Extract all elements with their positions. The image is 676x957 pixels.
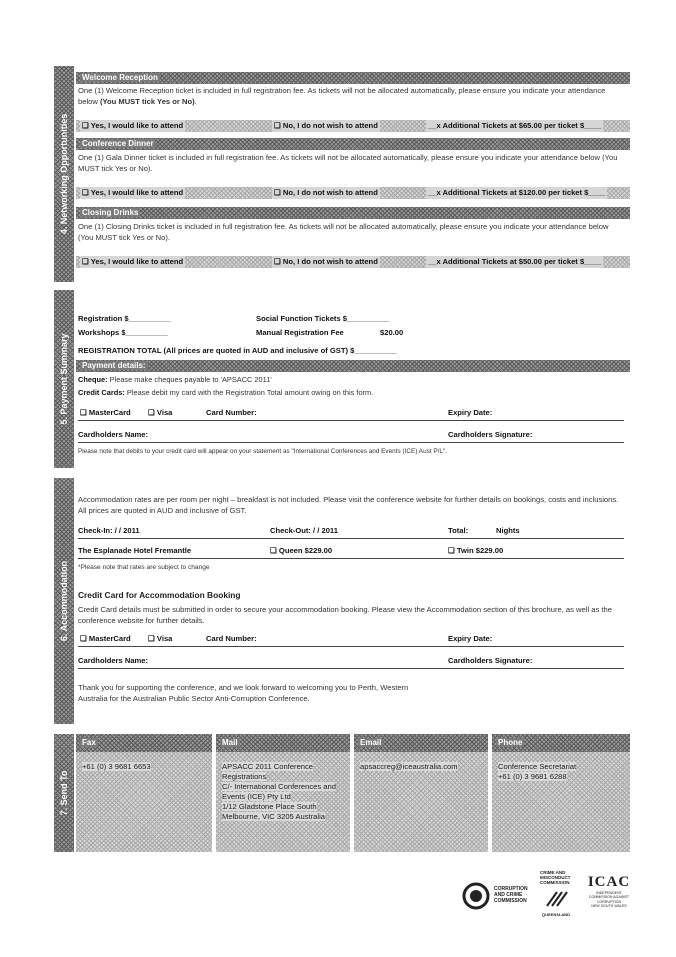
cc-accommodation-title: Credit Card for Accommodation Booking	[78, 590, 241, 600]
payment-rule-2	[78, 442, 624, 443]
mail-line-1: APSACC 2011 Conference Registrations	[222, 762, 314, 781]
manual-fee-label: Manual Registration Fee	[256, 328, 344, 337]
closing-title: Closing Drinks	[82, 208, 139, 217]
mail-cell	[216, 734, 350, 852]
mail-title: Mail	[222, 738, 238, 747]
cmc-emblem-icon	[543, 888, 573, 910]
registration-total-field[interactable]: REGISTRATION TOTAL (All prices are quoted in AUD and inclusive of GST) $__________	[78, 346, 397, 355]
payment-expiry-field[interactable]: Expiry Date:	[448, 408, 493, 417]
gala-no-checkbox[interactable]: ❑ No, I do not wish to attend	[274, 188, 378, 197]
accom-mastercard-checkbox[interactable]: ❑ MasterCard	[80, 634, 131, 643]
email-body	[354, 754, 488, 852]
networking-body	[76, 66, 630, 282]
cmc-logo	[540, 870, 576, 920]
accommodation-section	[54, 478, 630, 724]
cmc-logo-subtext: QUEENSLAND	[542, 912, 571, 917]
gala-options	[76, 187, 630, 199]
cmc-logo-text: CRIME AND MISCONDUCT COMMISSION	[540, 870, 571, 885]
phone-cell	[492, 734, 630, 852]
welcome-text: One (1) Welcome Reception ticket is included in full registration fee. As tickets will not be allocated automatically, please ensure you indicate your attendance below (You MUST tick Yes or No).	[78, 86, 606, 106]
welcome-yes-checkbox[interactable]: ❑ Yes, I would like to attend	[82, 121, 184, 130]
payment-visa-checkbox[interactable]: ❑ Visa	[148, 408, 173, 417]
gala-text: One (1) Gala Dinner ticket is included in full registration fee. As tickets will not be allocated automatically, please ensure you indicate your attendance below (You MUST tick Yes or No).	[78, 153, 618, 173]
closing-no-checkbox[interactable]: ❑ No, I do not wish to attend	[274, 257, 378, 266]
fax-number: +61 (0) 3 9681 6653	[82, 762, 151, 771]
phone-title: Phone	[498, 738, 523, 747]
accom-cardholder-signature-field[interactable]: Cardholders Signature:	[448, 656, 533, 665]
payment-mastercard-checkbox[interactable]: ❑ MasterCard	[80, 408, 131, 417]
accommodation-rule-1	[78, 538, 624, 539]
accom-cardholder-name-field[interactable]: Cardholders Name:	[78, 656, 149, 665]
nights-field[interactable]: Nights	[496, 526, 520, 535]
checkout-field[interactable]: Check-Out: / / 2011	[270, 526, 338, 535]
payment-side-tab	[54, 290, 74, 468]
twin-room-checkbox[interactable]: ❑ Twin $229.00	[448, 546, 504, 555]
accom-visa-checkbox[interactable]: ❑ Visa	[148, 634, 173, 643]
email-title: Email	[360, 738, 382, 747]
mail-header	[216, 734, 350, 752]
payment-section	[54, 290, 630, 468]
payment-side-label: 5. Payment Summary	[59, 333, 69, 425]
mail-line-2: C/- International Conferences and Events (ICE) Pty Ltd	[222, 782, 336, 801]
phone-line-1: Conference Secretariat	[498, 762, 577, 771]
credit-card-line: Credit Cards: Please debit my card with the Registration Total amount owing on this form.	[78, 388, 374, 397]
payment-cardholder-name-field[interactable]: Cardholders Name:	[78, 430, 149, 439]
ccc-emblem-icon	[462, 882, 490, 910]
email-cell	[354, 734, 488, 852]
ccc-logo	[462, 880, 534, 912]
payment-body	[76, 290, 630, 468]
accommodation-body	[76, 478, 630, 724]
payment-details-title: Payment details:	[82, 361, 146, 370]
social-tickets-field[interactable]: Social Function Tickets $__________	[256, 314, 390, 323]
email-address[interactable]: apsaccreg@iceaustralia.com	[360, 762, 458, 771]
fax-body	[76, 754, 212, 852]
gala-extra-tickets[interactable]: __x Additional Tickets at $120.00 per ticket $____	[428, 188, 606, 197]
welcome-no-checkbox[interactable]: ❑ No, I do not wish to attend	[274, 121, 378, 130]
payment-card-number-field[interactable]: Card Number:	[206, 408, 257, 417]
send-to-body	[76, 734, 630, 852]
cheque-line: Cheque: Please make cheques payable to 'APSACC 2011'	[78, 375, 272, 384]
icac-logo	[584, 874, 634, 918]
icac-logo-subtext-2: NEW SOUTH WALES	[591, 904, 627, 909]
payment-details-bar	[76, 360, 630, 372]
accommodation-rule-2	[78, 558, 624, 559]
registration-amount-field[interactable]: Registration $__________	[78, 314, 171, 323]
accommodation-rule-4	[78, 668, 624, 669]
accommodation-intro: Accommodation rates are per room per night – breakfast is not included. Please visit the conference website for further details on bookings, costs and inclusions. All prices are quoted in AUD and inclusive of GST.	[78, 495, 619, 515]
gala-title-bar	[76, 138, 630, 150]
gala-title: Conference Dinner	[82, 139, 154, 148]
welcome-extra-tickets[interactable]: __x Additional Tickets at $65.00 per ticket $____	[428, 121, 602, 130]
hotel-name: The Esplanade Hotel Fremantle	[78, 546, 192, 555]
checkin-field[interactable]: Check-In: / / 2011	[78, 526, 140, 535]
payment-cardholder-signature-field[interactable]: Cardholders Signature:	[448, 430, 533, 439]
manual-fee-amount: $20.00	[380, 328, 404, 337]
accommodation-side-label: 6. Accommodation	[59, 560, 69, 642]
icac-logo-subtext: INDEPENDENT COMMISSION AGAINST CORRUPTION	[588, 891, 630, 904]
fax-title: Fax	[82, 738, 96, 747]
thank-you-text: Thank you for supporting the conference, and we look forward to welcoming you to Perth, Western Australia for the Australian Public Sector Anti-Corruption Conference.	[78, 683, 409, 703]
gala-yes-checkbox[interactable]: ❑ Yes, I would like to attend	[82, 188, 184, 197]
welcome-title-bar	[76, 72, 630, 84]
accommodation-side-tab	[54, 478, 74, 724]
closing-yes-checkbox[interactable]: ❑ Yes, I would like to attend	[82, 257, 184, 266]
email-header	[354, 734, 488, 752]
phone-body	[492, 754, 630, 852]
accommodation-rule-3	[78, 646, 624, 647]
phone-header	[492, 734, 630, 752]
mail-line-3: 1/12 Gladstone Place South Melbourne, VIC 3205 Australia	[222, 802, 325, 821]
ccc-logo-text: CORRUPTION AND CRIME COMMISSION	[494, 886, 528, 904]
fax-cell	[76, 734, 212, 852]
closing-extra-tickets[interactable]: __x Additional Tickets at $50.00 per ticket $____	[428, 257, 602, 266]
total-label: Total:	[448, 526, 469, 535]
send-to-side-tab	[54, 734, 74, 852]
phone-line-2: +61 (0) 3 9681 6288	[498, 772, 567, 781]
closing-title-bar	[76, 207, 630, 219]
send-to-side-label: 7. Send To	[59, 770, 69, 816]
mail-body	[216, 754, 350, 852]
closing-options	[76, 256, 630, 268]
welcome-title: Welcome Reception	[82, 73, 158, 82]
workshops-amount-field[interactable]: Workshops $__________	[78, 328, 168, 337]
payment-rule-1	[78, 420, 624, 421]
networking-section	[54, 66, 630, 282]
payment-statement-note: Please note that debits to your credit card will appear on your statement as "International Conferences and Events (ICE) Aust P/L".	[78, 448, 448, 455]
rates-note: *Please note that rates are subject to change	[78, 564, 210, 571]
closing-text: One (1) Closing Drinks ticket is included in full registration fee. As tickets will not be allocated automatically, please ensure you indicate your attendance below (You MUST tick Yes or No).	[78, 222, 609, 242]
cc-accommodation-text: Credit Card details must be submitted in order to secure your accommodation booking. Please view the Accommodation section of this brochure, as well as the conference website for further details.	[78, 605, 612, 625]
fax-header	[76, 734, 212, 752]
send-to-section	[54, 734, 630, 852]
accom-expiry-field[interactable]: Expiry Date:	[448, 634, 493, 643]
queen-room-checkbox[interactable]: ❑ Queen $229.00	[270, 546, 333, 555]
networking-side-tab	[54, 66, 74, 282]
welcome-options	[76, 120, 630, 132]
icac-logo-text: ICAC	[587, 874, 631, 890]
accom-card-number-field[interactable]: Card Number:	[206, 634, 257, 643]
networking-side-label: 4. Networking Opportunities	[59, 113, 69, 235]
